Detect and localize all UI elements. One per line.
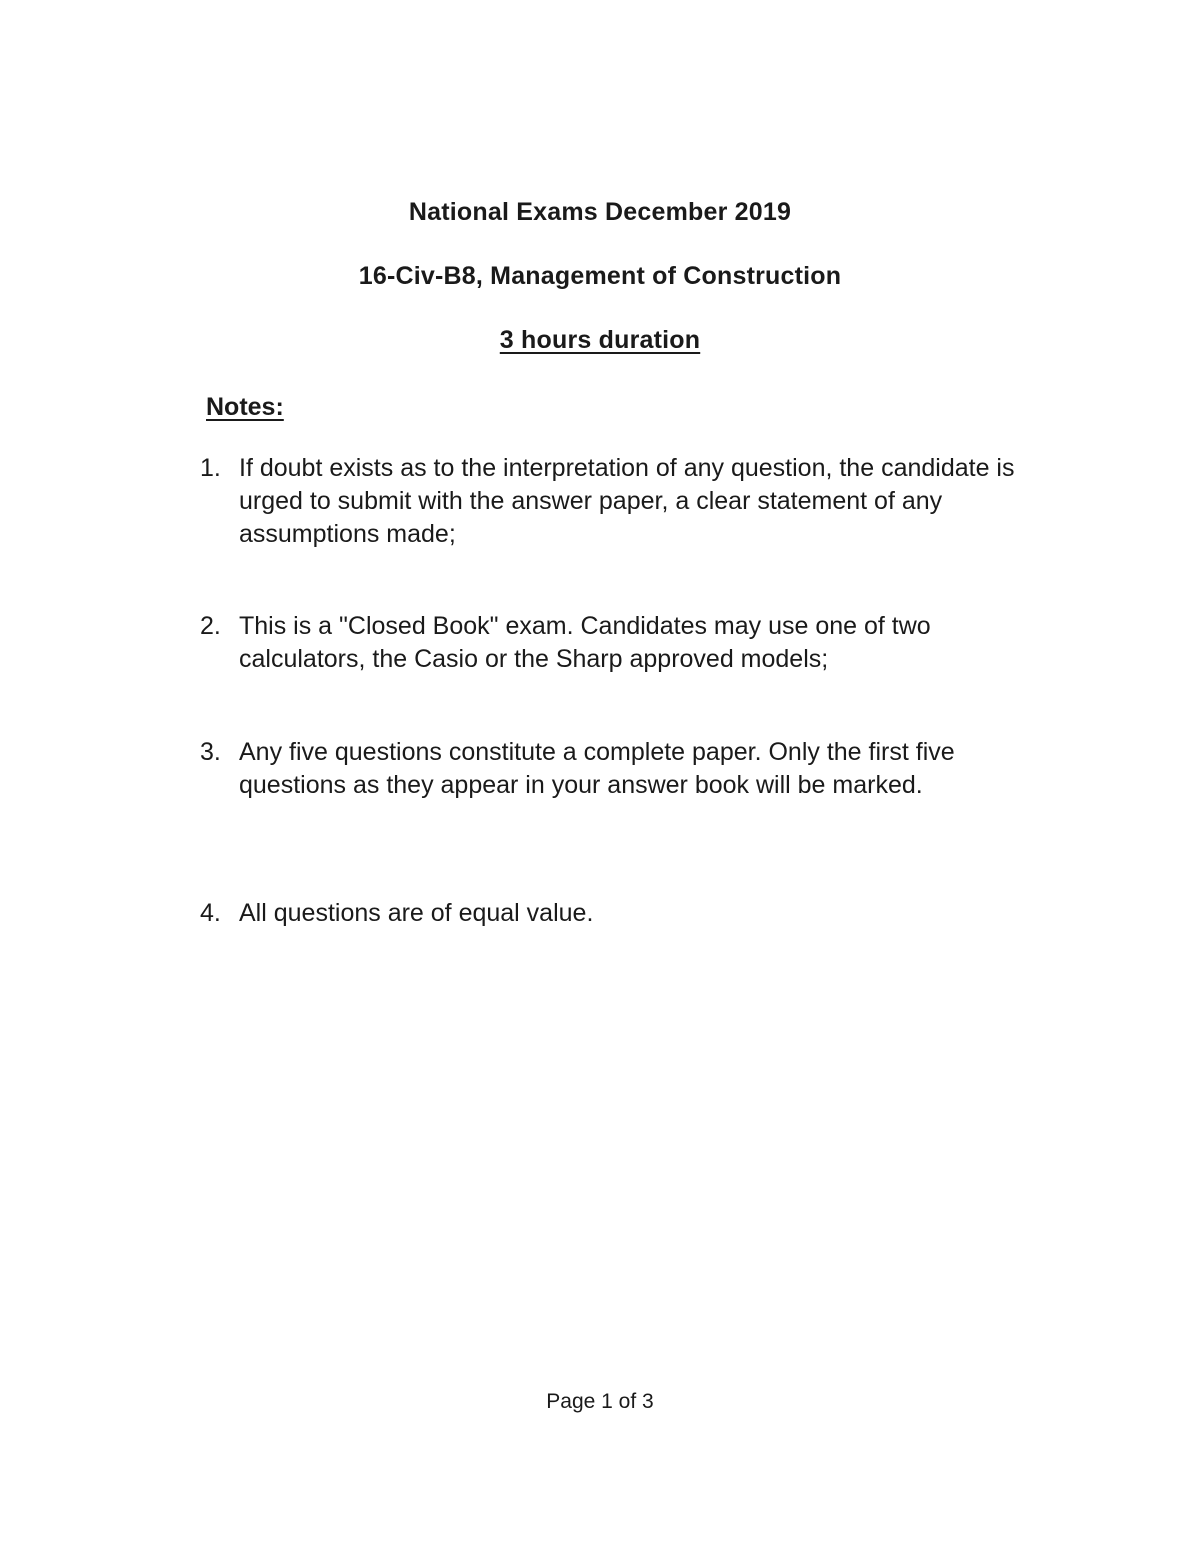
note-text: Any five questions constitute a complete paper. Only the first five questions as they appear in your answer book will be marked. bbox=[239, 738, 955, 799]
note-item bbox=[200, 736, 1020, 802]
note-text: This is a "Closed Book" exam. Candidates may use one of two calculators, the Casio or the Sharp approved models; bbox=[239, 612, 931, 673]
note-number: 2. bbox=[200, 612, 221, 640]
note-number: 3. bbox=[200, 738, 221, 766]
page-number: Page 1 of 3 bbox=[546, 1390, 654, 1413]
note-number: 4. bbox=[200, 899, 221, 927]
note-text: If doubt exists as to the interpretation of any question, the candidate is urged to submit with the answer paper, a clear statement of any assumptions made; bbox=[239, 454, 1015, 548]
exam-title: National Exams December 2019 bbox=[408, 198, 792, 226]
note-item bbox=[200, 610, 1020, 676]
duration-line bbox=[0, 326, 1200, 355]
note-number: 1. bbox=[200, 454, 221, 482]
note-text: All questions are of equal value. bbox=[239, 899, 594, 927]
notes-heading: Notes: bbox=[206, 393, 284, 421]
course-title: 16-Civ-B8, Management of Construction bbox=[358, 262, 842, 290]
duration-text: 3 hours duration bbox=[499, 326, 701, 354]
note-item bbox=[200, 452, 1020, 551]
note-item bbox=[200, 897, 1020, 930]
